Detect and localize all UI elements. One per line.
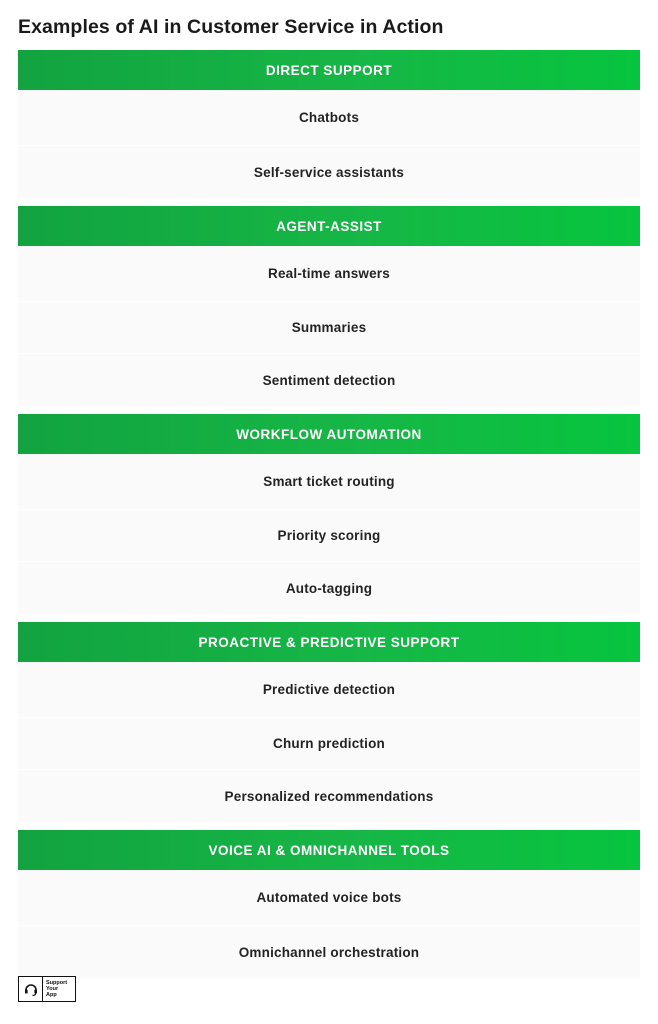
list-item: Summaries — [18, 302, 640, 354]
section-items — [18, 246, 640, 406]
section-header: VOICE AI & OMNICHANNEL TOOLS — [18, 830, 640, 870]
section-header: DIRECT SUPPORT — [18, 50, 640, 90]
section-header: AGENT-ASSIST — [18, 206, 640, 246]
section-items — [18, 870, 640, 978]
section-agent-assist — [18, 206, 640, 406]
list-item: Smart ticket routing — [18, 454, 640, 510]
section-items — [18, 90, 640, 198]
section-header: WORKFLOW AUTOMATION — [18, 414, 640, 454]
headset-icon-graphic — [23, 981, 39, 997]
logo-line: Support — [46, 980, 68, 986]
list-item: Omnichannel orchestration — [18, 926, 640, 978]
list-item: Chatbots — [18, 90, 640, 146]
list-item: Auto-tagging — [18, 562, 640, 614]
list-item: Automated voice bots — [18, 870, 640, 926]
section-direct-support — [18, 50, 640, 198]
list-item: Churn prediction — [18, 718, 640, 770]
support-your-app-logo — [18, 976, 76, 1002]
section-items — [18, 662, 640, 822]
logo-line: App — [46, 992, 57, 998]
list-item: Predictive detection — [18, 662, 640, 718]
sections-list — [18, 50, 640, 978]
list-item: Priority scoring — [18, 510, 640, 562]
section-items — [18, 454, 640, 614]
section-voice-ai-omnichannel-tools — [18, 830, 640, 978]
page-title: Examples of AI in Customer Service in Action — [18, 16, 444, 38]
logo-line: Your — [46, 986, 59, 992]
section-header: PROACTIVE & PREDICTIVE SUPPORT — [18, 622, 640, 662]
logo-wordmark — [43, 977, 75, 1001]
headset-icon — [19, 977, 43, 1001]
list-item: Real-time answers — [18, 246, 640, 302]
list-item: Sentiment detection — [18, 354, 640, 406]
list-item: Personalized recommendations — [18, 770, 640, 822]
section-workflow-automation — [18, 414, 640, 614]
list-item: Self-service assistants — [18, 146, 640, 198]
section-proactive-predictive-support — [18, 622, 640, 822]
